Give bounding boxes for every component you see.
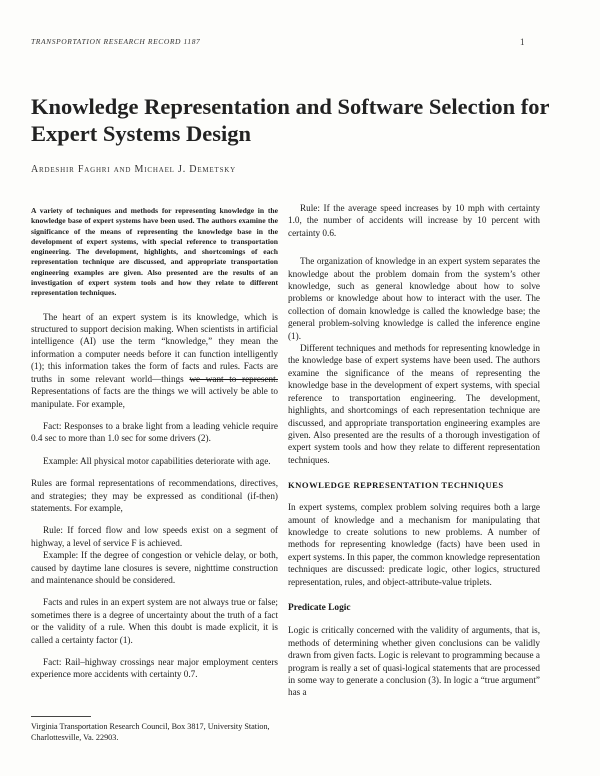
- fact-1: Fact: Responses to a brake light from a leading vehicle require 0.4 sec to more than 1.0 sec for some drivers (2).: [31, 420, 278, 444]
- krt-paragraph: In expert systems, complex problem solving requires both a large amount of knowledge and a mechanism for manipulating that knowledge to create solutions to new problems. A number of methods for representing knowledge (facts) have been used in expert systems. In this paper, the common knowledge representation techniques are discussed: predicate logic, other logics, structured representation, rules, and object-attribute-value triplets.: [288, 502, 540, 587]
- organization-paragraph: The organization of knowledge in an expert system separates the knowledge about the problem domain from the system’s other knowledge, such as general knowledge about how to solve problems or knowledge about how to interact with the user. The collection of domain knowledge is called the knowledge base; the general problem-solving knowledge is called the inference engine (1).: [288, 256, 540, 341]
- footnote-rule: [31, 716, 91, 717]
- rule-2: Rule: If the average speed increases by 10 mph with certainty 1.0, the number of accidents will increase by 10 percent with certainty 0.6.: [288, 203, 540, 238]
- intro-paragraph: [31, 311, 278, 410]
- abstract: A variety of techniques and methods for representing knowledge in the knowledge base of expert systems have been used. The authors examine the significance of the means of representing the knowledge base in the development of expert systems, with special reference to transportation engineering. The development, highlights, and shortcomings of each representation technique are discussed, and appropriate transportation engineering examples are given. Also presented are the results of an investigation of expert system tools and how they relate to different representation techniques.: [31, 206, 278, 298]
- intro-text-1: The heart of an expert system is its knowledge, which is structured to support decision making. When scientists in artificial intelligence (AI) use the term “knowledge,” they mean the information a computer needs before it can function intelligently (1); this information takes the form of facts and rules. Facts are truths in some relevant world—things: [31, 311, 278, 384]
- intro-text-2: Representations of facts are the things we will actively be able to manipulate. For example,: [31, 386, 278, 409]
- paper-title: Knowledge Representation and Software Selection for Expert Systems Design: [31, 94, 550, 146]
- rules-intro: Rules are formal representations of recommendations, directives, and strategies; they may be expressed as conditional (if-then) statements. For example,: [31, 478, 278, 513]
- intro-struck-text: we want to represent.: [189, 373, 278, 384]
- techniques-paragraph: Different techniques and methods for representing knowledge in the knowledge base of expert systems have been used. The authors examine the significance of the means of representing the knowledge base in the development of expert systems, with special reference to transportation engineering. The development, highlights, and shortcomings of each representation technique are discussed, and appropriate transportation engineering examples are given. Also presented are the results of a thorough investigation of expert system tools and how they relate to different representation techniques.: [288, 343, 540, 465]
- running-head: TRANSPORTATION RESEARCH RECORD 1187: [31, 37, 201, 46]
- logic-paragraph: Logic is critically concerned with the validity of arguments, that is, methods of determining whether given conclusions can be validly drawn from given facts. Logic is relevant to programming because a program is really a set of quasi-logical statements that are processed in some way to generate a conclusion (3). In logic a “true argument” has a: [288, 625, 540, 698]
- rule-1: Rule: If forced flow and low speeds exist on a segment of highway, a level of service F is achieved.: [31, 525, 278, 548]
- subsection-heading: Predicate Logic: [288, 602, 351, 613]
- left-column: [31, 206, 278, 691]
- fact-2: Fact: Rail–highway crossings near major employment centers experience more accidents with certainty 0.7.: [31, 657, 278, 680]
- facts-rules-paragraph: Facts and rules in an expert system are not always true or false; sometimes there is a degree of uncertainty about the truth of a fact or the validity of a rule. When this doubt is made explicit, it is called a certainty factor (1).: [31, 597, 278, 645]
- right-column: [288, 202, 540, 709]
- example-1: Example: All physical motor capabilities deteriorate with age.: [43, 455, 271, 466]
- authors: Ardeshir Faghri and Michael J. Demetsky: [31, 164, 236, 175]
- author-affiliation: Virginia Transportation Research Council, Box 3817, University Station, Charlottesville, Va. 22903.: [31, 722, 270, 742]
- section-heading: KNOWLEDGE REPRESENTATION TECHNIQUES: [288, 480, 504, 491]
- page-number: 1: [520, 37, 525, 47]
- example-2: Example: If the degree of congestion or vehicle delay, or both, caused by daytime lane closures is severe, nighttime construction and maintenance should be considered.: [31, 550, 278, 585]
